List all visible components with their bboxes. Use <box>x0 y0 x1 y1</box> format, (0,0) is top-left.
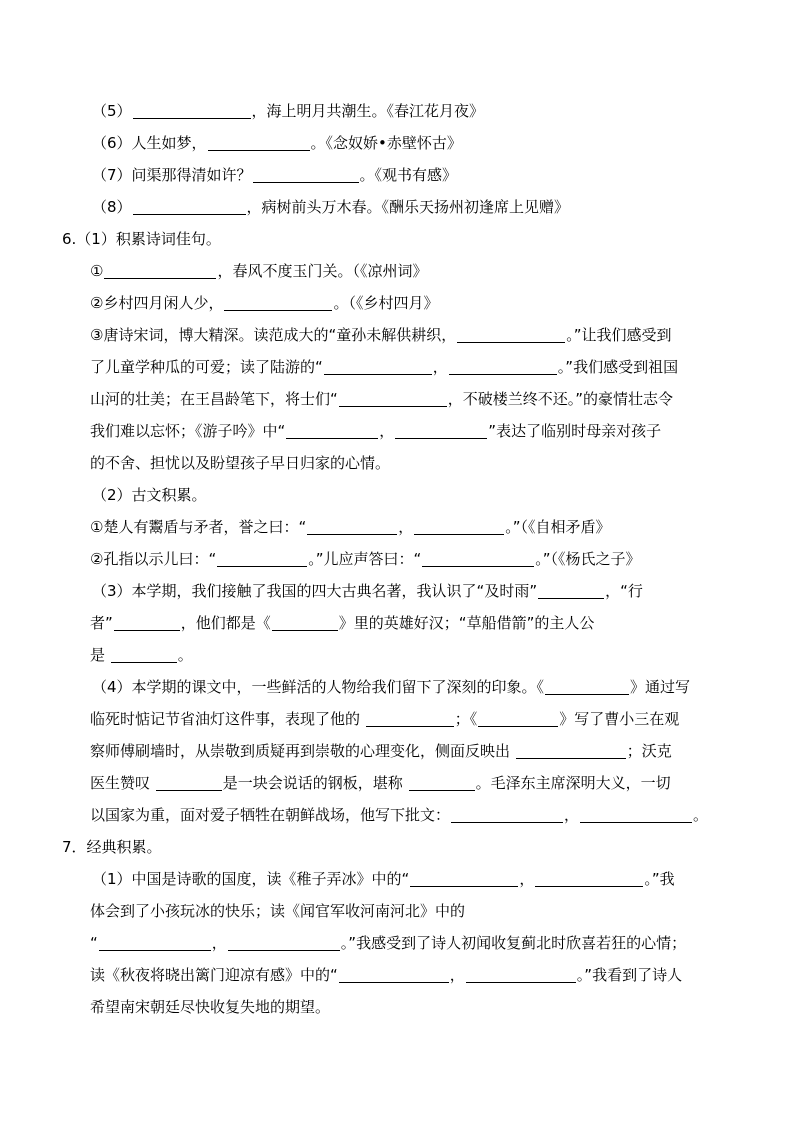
text-segment: 》写了曹小三在观 <box>559 710 680 728</box>
text-segment: 》通过写 <box>630 678 691 696</box>
text-segment: 。”儿应声答曰：“ <box>308 550 422 568</box>
text-line <box>90 709 679 729</box>
text-segment: ，“行 <box>605 582 643 600</box>
text-line <box>90 773 671 793</box>
answer-blank[interactable] <box>272 615 338 631</box>
text-segment: ， <box>379 422 395 440</box>
answer-blank[interactable] <box>516 743 626 759</box>
text-line <box>90 325 672 345</box>
answer-blank[interactable] <box>114 615 180 631</box>
text-segment: ，海上明月共潮生。《春江花月夜》 <box>251 102 485 120</box>
text-segment: ， <box>211 934 227 952</box>
text-segment: （1）中国是诗歌的国度，读《稚子弄冰》中的“ <box>92 870 410 888</box>
text-segment: 。”（《杨氏之子》 <box>535 550 641 568</box>
answer-blank[interactable] <box>580 807 692 823</box>
answer-blank[interactable] <box>286 423 378 439</box>
answer-blank[interactable] <box>307 519 397 535</box>
text-segment: 临死时惦记节省油灯这件事，表现了他的 <box>90 710 365 728</box>
text-segment: （5） <box>92 102 132 120</box>
answer-blank[interactable] <box>99 935 211 951</box>
text-line <box>92 677 690 697</box>
text-segment: ”表达了临别时母亲对孩子 <box>488 422 662 440</box>
answer-blank[interactable] <box>535 871 643 887</box>
text-line <box>90 805 708 825</box>
answer-blank[interactable] <box>253 167 359 183</box>
text-line <box>62 837 162 857</box>
text-segment: 。”我 <box>644 870 675 888</box>
text-line <box>62 229 221 249</box>
text-line <box>92 869 675 889</box>
answer-blank[interactable] <box>366 711 454 727</box>
text-segment: （2）古文积累。 <box>92 486 207 504</box>
text-segment: ，不破楼兰终不还。”的豪情壮志令 <box>447 390 674 408</box>
text-segment: 是一块会说话的钢板，堪称 <box>222 774 408 792</box>
answer-blank[interactable] <box>208 135 310 151</box>
answer-blank[interactable] <box>339 967 449 983</box>
answer-blank[interactable] <box>466 967 576 983</box>
text-line <box>92 165 457 185</box>
text-segment: 察师傅刷墙时，从崇敬到质疑再到崇敬的心理变化，侧面反映出 <box>90 742 515 760</box>
answer-blank[interactable] <box>414 519 504 535</box>
text-segment: 。”我感受到了诗人初闻收复蓟北时欣喜若狂的心情； <box>340 934 687 952</box>
text-segment: （6）人生如梦， <box>92 134 207 152</box>
text-line <box>92 485 207 505</box>
text-line <box>90 901 465 921</box>
text-line <box>90 357 678 377</box>
text-segment: ， <box>432 358 448 376</box>
answer-blank[interactable] <box>478 711 558 727</box>
text-line <box>92 197 569 217</box>
text-line <box>90 421 661 441</box>
answer-blank[interactable] <box>449 359 557 375</box>
text-segment: 。毛泽东主席深明大义，一切 <box>475 774 671 792</box>
text-segment: ，他们都是《 <box>180 614 271 632</box>
text-line <box>90 965 682 985</box>
text-segment: 山河的壮美；在王昌龄笔下，将士们“ <box>90 390 338 408</box>
text-line <box>92 133 462 153</box>
text-segment: 。《观书有感》 <box>359 166 458 184</box>
text-segment: “ <box>90 934 98 952</box>
text-line <box>90 517 611 537</box>
text-segment: 者” <box>90 614 113 632</box>
text-segment: ，病树前头万木春。《酬乐天扬州初逢席上见赠》 <box>246 198 570 216</box>
text-segment: 。”（《自相矛盾》 <box>505 518 611 536</box>
answer-blank[interactable] <box>395 423 487 439</box>
text-segment: 了儿童学种瓜的可爱；读了陆游的“ <box>90 358 323 376</box>
answer-blank[interactable] <box>156 775 222 791</box>
text-segment: 是 <box>90 646 110 664</box>
text-line <box>90 389 673 409</box>
answer-blank[interactable] <box>410 871 518 887</box>
text-segment: ①楚人有鬻盾与矛者，誉之曰：“ <box>90 518 307 536</box>
answer-blank[interactable] <box>228 935 340 951</box>
text-segment: （4）本学期的课文中，一些鲜活的人物给我们留下了深刻的印象。《 <box>92 678 545 696</box>
answer-blank[interactable] <box>133 199 246 215</box>
text-segment: （8） <box>92 198 132 216</box>
text-line <box>90 997 330 1017</box>
text-segment: 的不舍、担忧以及盼望孩子早日归家的心情。 <box>90 454 391 472</box>
answer-blank[interactable] <box>339 391 447 407</box>
text-line <box>90 549 641 569</box>
text-segment: 。”让我们感受到 <box>566 326 672 344</box>
text-segment: （3）本学期，我们接触了我国的四大古典名著，我认识了“及时雨” <box>92 582 538 600</box>
text-segment: ， <box>519 870 535 888</box>
text-segment: 。”我们感受到祖国 <box>557 358 679 376</box>
answer-blank[interactable] <box>451 807 563 823</box>
text-segment: 医生赞叹 <box>90 774 155 792</box>
answer-blank[interactable] <box>422 551 534 567</box>
text-segment: 体会到了小孩玩冰的快乐；读《闻官军收河南河北》中的 <box>90 902 466 920</box>
text-segment: 。 <box>693 806 709 824</box>
text-line <box>92 101 484 121</box>
text-line <box>90 741 672 761</box>
text-segment: 。”我看到了诗人 <box>576 966 683 984</box>
text-segment: 6.（1）积累诗词佳句。 <box>62 230 221 248</box>
answer-blank[interactable] <box>545 679 629 695</box>
answer-blank[interactable] <box>409 775 475 791</box>
text-segment: ① <box>90 262 104 280</box>
text-segment: 读《秋夜将晓出篱门迎凉有感》中的“ <box>90 966 338 984</box>
text-segment: 。（《乡村四月》 <box>333 294 439 312</box>
text-segment: 。《念奴娇•赤壁怀古》 <box>310 134 462 152</box>
answer-blank[interactable] <box>324 359 432 375</box>
answer-blank[interactable] <box>457 327 565 343</box>
text-segment: 以国家为重，面对爱子牺牲在朝鲜战场，他写下批文： <box>90 806 451 824</box>
text-segment: （7）问渠那得清如许？ <box>92 166 252 184</box>
answer-blank[interactable] <box>538 583 604 599</box>
text-segment: ， <box>398 518 414 536</box>
text-segment: ， <box>564 806 580 824</box>
text-line <box>90 933 686 953</box>
answer-blank[interactable] <box>104 263 216 279</box>
answer-blank[interactable] <box>111 647 177 663</box>
text-segment: 我们难以忘怀；《游子吟》中“ <box>90 422 286 440</box>
answer-blank[interactable] <box>217 551 307 567</box>
text-line <box>90 453 390 473</box>
text-line <box>90 645 193 665</box>
text-line <box>90 613 594 633</box>
text-segment: 希望南宋朝廷尽快收复失地的期望。 <box>90 998 331 1016</box>
answer-blank[interactable] <box>133 103 251 119</box>
text-segment: ②乡村四月闲人少， <box>90 294 224 312</box>
text-segment: ③唐诗宋词，博大精深。读范成大的“童孙未解供耕织， <box>90 326 457 344</box>
answer-blank[interactable] <box>224 295 332 311</box>
text-segment: 7．经典积累。 <box>62 838 162 856</box>
text-line <box>92 581 643 601</box>
text-segment: ②孔指以示儿曰：“ <box>90 550 217 568</box>
text-line <box>90 293 438 313</box>
text-segment: 。 <box>177 646 193 664</box>
text-segment: ；《 <box>454 710 478 728</box>
text-segment: 》里的英雄好汉；“草船借箭”的主人公 <box>338 614 595 632</box>
text-segment: ；沃克 <box>626 742 672 760</box>
text-segment: ，春风不度玉门关。（《凉州词》 <box>217 262 428 280</box>
text-line <box>90 261 427 281</box>
text-segment: ， <box>449 966 465 984</box>
